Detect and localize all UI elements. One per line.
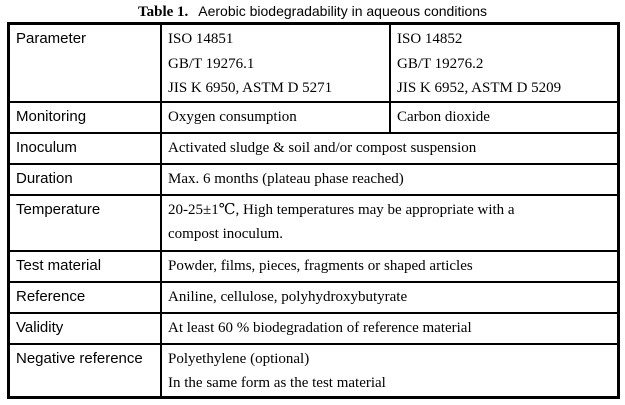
negative-reference-line-1: Polyethylene (optional)	[168, 350, 310, 367]
table-row-test-material	[9, 251, 618, 282]
jis-astm-14851-line: JIS K 6950, ASTM D 5271	[168, 80, 333, 96]
table-row-validity	[9, 313, 618, 344]
temperature-line-2: compost inoculum.	[168, 226, 283, 242]
temperature-line-1: 20-25±1℃, High temperatures may be appropriate with a	[168, 201, 515, 218]
row-label-duration: Duration	[9, 164, 161, 195]
row-label-monitoring: Monitoring	[9, 102, 161, 133]
row-label-temperature: Temperature	[9, 195, 161, 251]
iso14852-line: ISO 14852	[397, 31, 463, 47]
cell-duration-value: Max. 6 months (plateau phase reached)	[161, 164, 618, 195]
table-row-temperature	[9, 195, 618, 251]
cell-monitoring-iso14851: Oxygen consumption	[161, 102, 390, 133]
table-row-negative-reference	[9, 344, 618, 397]
gbt19276-1-line: GB/T 19276.1	[168, 55, 255, 72]
cell-reference-value: Aniline, cellulose, polyhydroxybutyrate	[161, 282, 618, 313]
row-label-parameter: Parameter	[9, 24, 161, 102]
table-title: Aerobic biodegradability in aqueous conditions	[198, 3, 488, 19]
table-row-reference	[9, 282, 618, 313]
cell-test-material-value: Powder, films, pieces, fragments or shaped articles	[161, 251, 618, 282]
row-label-inoculum: Inoculum	[9, 133, 161, 164]
table-row-monitoring	[9, 102, 618, 133]
table-row-inoculum	[9, 133, 618, 164]
iso14851-line: ISO 14851	[168, 31, 234, 47]
table-row-duration	[9, 164, 618, 195]
row-label-negative-reference: Negative reference	[9, 344, 161, 397]
row-label-validity: Validity	[9, 313, 161, 344]
table-row-parameter	[9, 24, 618, 102]
cell-iso14852-standards	[390, 24, 618, 102]
cell-monitoring-iso14852: Carbon dioxide	[390, 102, 618, 133]
cell-validity-value: At least 60 % biodegradation of reference material	[161, 313, 618, 344]
cell-temperature-value	[161, 195, 618, 251]
cell-inoculum-value: Activated sludge & soil and/or compost suspension	[161, 133, 618, 164]
table-caption	[0, 0, 625, 22]
biodegradability-table	[7, 22, 620, 399]
row-label-test-material: Test material	[9, 251, 161, 282]
cell-iso14851-standards	[161, 24, 390, 102]
table-number: Table 1.	[137, 4, 189, 20]
cell-negative-reference-value	[161, 344, 618, 397]
jis-astm-14852-line: JIS K 6952, ASTM D 5209	[397, 80, 562, 96]
gbt19276-2-line: GB/T 19276.2	[397, 55, 484, 72]
row-label-reference: Reference	[9, 282, 161, 313]
negative-reference-line-2: In the same form as the test material	[168, 375, 386, 391]
